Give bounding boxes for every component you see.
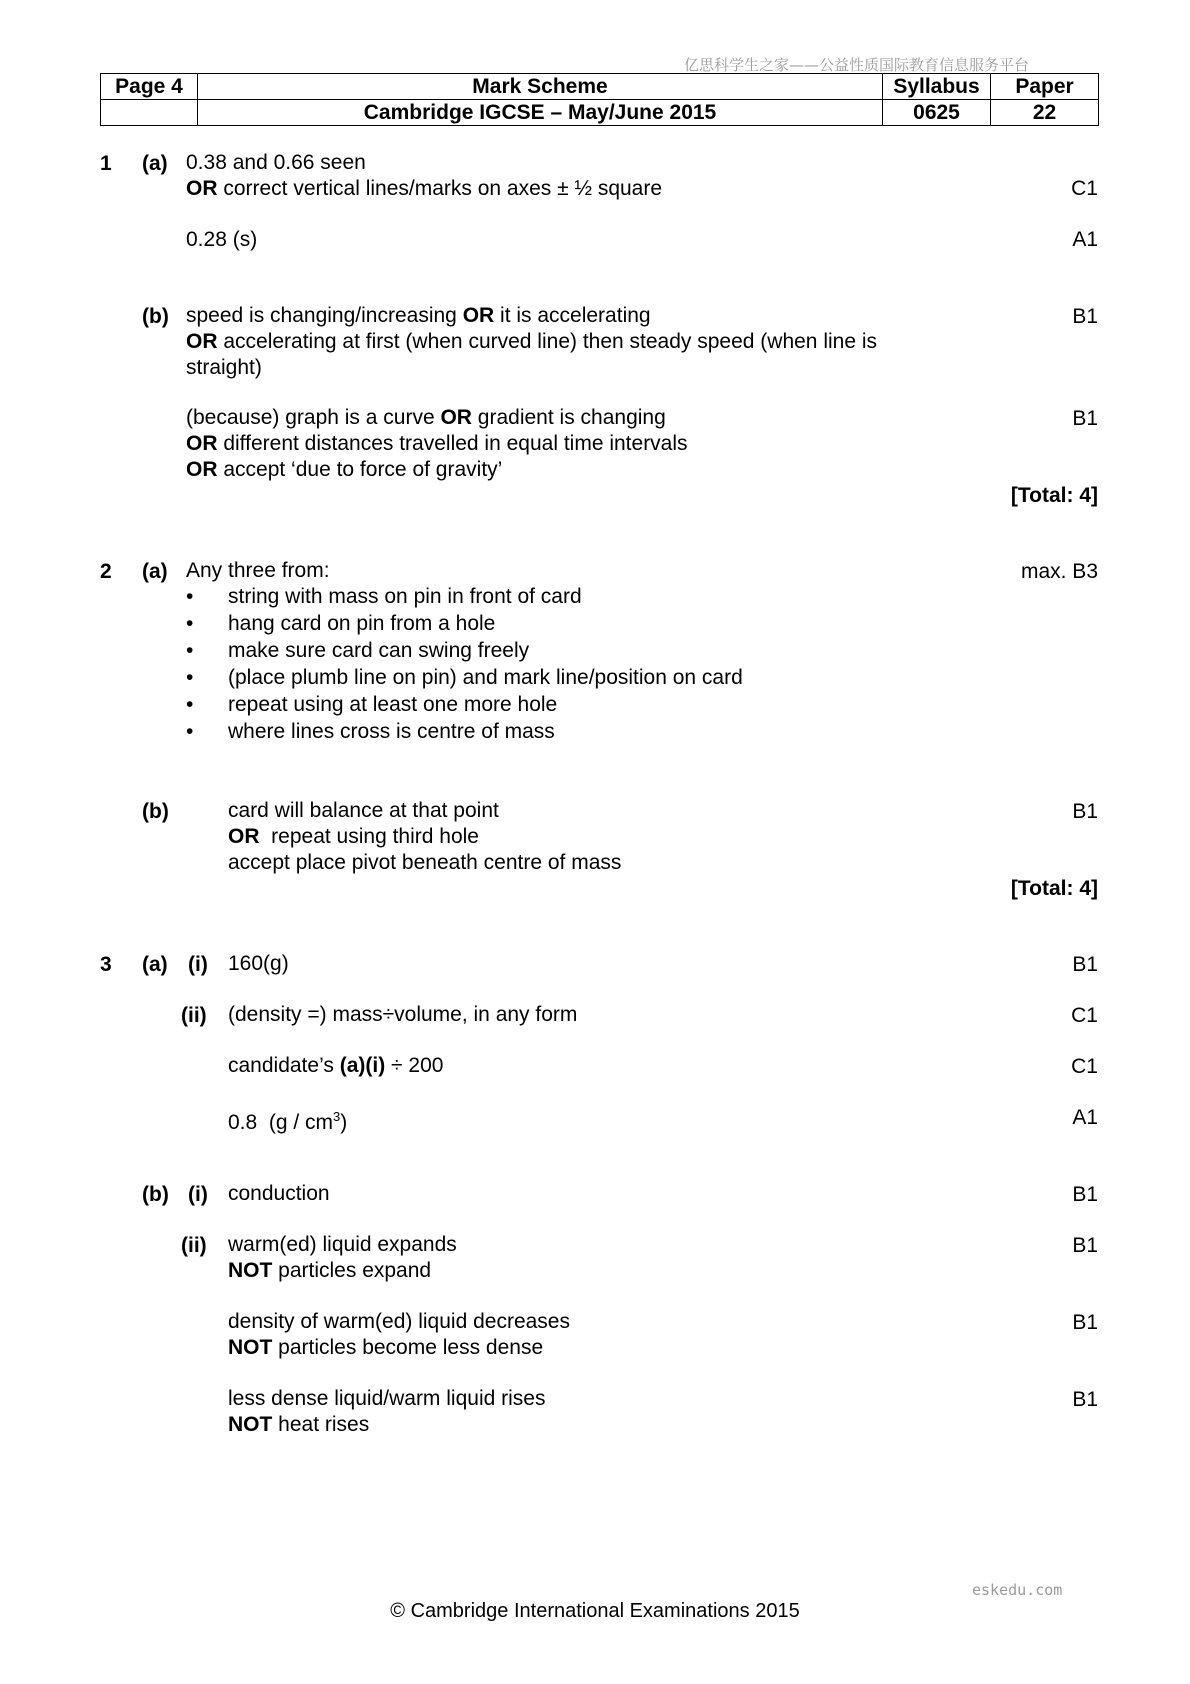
answer-line: conduction — [228, 1182, 330, 1205]
answer-line: accept place pivot beneath centre of mass — [228, 851, 622, 874]
answer-text: repeat using third hole — [259, 825, 479, 848]
answer-text: particles expand — [272, 1259, 432, 1282]
copyright-footer: © Cambridge International Examinations 2015 — [390, 1600, 800, 1622]
mark-allocation: B1 — [1072, 953, 1098, 976]
bullet-icon: • — [186, 666, 194, 689]
syllabus-label: Syllabus — [883, 74, 991, 100]
answer-line — [228, 1335, 543, 1361]
or-keyword: OR — [186, 432, 218, 455]
answer-text: accelerating at first (when curved line) then steady speed (when line is — [217, 330, 878, 353]
answer-line — [186, 329, 877, 355]
part-label: (b) — [142, 1183, 169, 1206]
answer-line: 160(g) — [228, 952, 289, 975]
syllabus-code: 0625 — [883, 100, 991, 126]
answer-text: candidate’s — [228, 1054, 340, 1077]
answer-line: 0.28 (s) — [186, 228, 258, 251]
subpart-label: (ii) — [181, 1234, 207, 1257]
subpart-label: (i) — [188, 953, 208, 976]
answer-line — [186, 431, 688, 457]
subpart-label: (i) — [188, 1183, 208, 1206]
or-keyword: OR — [186, 177, 218, 200]
answer-line — [186, 457, 502, 483]
header-table — [100, 73, 1099, 126]
question-total: [Total: 4] — [1010, 877, 1098, 900]
not-keyword: NOT — [228, 1413, 273, 1436]
answer-text: 0.8 (g / cm — [228, 1111, 334, 1134]
answer-text: heat rises — [272, 1413, 370, 1436]
answer-text: speed is changing/increasing — [186, 304, 463, 327]
part-label: (b) — [142, 305, 169, 328]
answer-line: density of warm(ed) liquid decreases — [228, 1310, 570, 1333]
not-keyword: NOT — [228, 1259, 273, 1282]
part-label: (b) — [142, 800, 169, 823]
answer-text: gradient is changing — [471, 406, 666, 429]
mark-allocation: max. B3 — [1020, 560, 1098, 583]
answer-text: ) — [340, 1111, 348, 1134]
mark-allocation: C1 — [1071, 1055, 1098, 1078]
answer-text: (because) graph is a curve — [186, 406, 441, 429]
not-keyword: NOT — [228, 1336, 273, 1359]
bullet-icon: • — [186, 720, 194, 743]
superscript: 3 — [333, 1109, 341, 1124]
or-keyword: OR — [186, 458, 218, 481]
or-keyword: OR — [440, 406, 472, 429]
watermark-bottom: eskedu.com — [972, 1581, 1063, 1599]
mark-allocation: B1 — [1072, 1234, 1098, 1257]
answer-line: straight) — [186, 356, 262, 379]
answer-text: ÷ 200 — [385, 1054, 444, 1077]
answer-text: it is accelerating — [494, 304, 651, 327]
exam-name: Cambridge IGCSE – May/June 2015 — [198, 100, 883, 126]
answer-line: 0.38 and 0.66 seen — [186, 151, 366, 174]
answer-line: (density =) mass÷volume, in any form — [228, 1003, 578, 1026]
bullet-icon: • — [186, 693, 194, 716]
mark-allocation: B1 — [1072, 1183, 1098, 1206]
mark-allocation: B1 — [1072, 305, 1098, 328]
question-number: 1 — [100, 152, 112, 175]
answer-text: correct vertical lines/marks on axes ± ½ square — [217, 177, 663, 200]
subpart-label: (ii) — [181, 1004, 207, 1027]
mark-allocation: B1 — [1072, 407, 1098, 430]
mark-allocation: C1 — [1071, 177, 1098, 200]
bullet-icon: • — [186, 639, 194, 662]
mark-allocation: A1 — [1072, 1106, 1098, 1129]
answer-line: card will balance at that point — [228, 799, 499, 822]
answer-line — [228, 824, 479, 850]
page-number: Page 4 — [101, 74, 198, 100]
question-number: 3 — [100, 953, 112, 976]
bullet-icon: • — [186, 585, 194, 608]
answer-line — [228, 1258, 431, 1284]
answer-line — [186, 405, 666, 431]
question-total: [Total: 4] — [1010, 484, 1098, 507]
watermark-top: 亿思科学生之家——公益性质国际教育信息服务平台 — [684, 56, 1030, 74]
bullet-item: hang card on pin from a hole — [228, 612, 496, 635]
document-title: Mark Scheme — [198, 74, 883, 100]
answer-line: less dense liquid/warm liquid rises — [228, 1387, 546, 1410]
paper-number: 22 — [991, 100, 1099, 126]
answer-line: warm(ed) liquid expands — [228, 1233, 457, 1256]
reference-bold: (a)(i) — [339, 1054, 386, 1077]
answer-line — [186, 303, 651, 329]
part-label: (a) — [142, 953, 168, 976]
mark-allocation: B1 — [1072, 1388, 1098, 1411]
answer-line — [228, 1104, 347, 1136]
question-number: 2 — [100, 560, 112, 583]
mark-allocation: B1 — [1072, 800, 1098, 823]
bullet-item: make sure card can swing freely — [228, 639, 530, 662]
bullet-item: string with mass on pin in front of card — [228, 585, 582, 608]
bullet-icon: • — [186, 612, 194, 635]
part-label: (a) — [142, 152, 168, 175]
answer-line: Any three from: — [186, 559, 330, 582]
paper-label: Paper — [991, 74, 1099, 100]
bullet-item: where lines cross is centre of mass — [228, 720, 555, 743]
answer-line — [228, 1412, 369, 1438]
answer-line — [186, 176, 662, 202]
answer-line — [228, 1053, 443, 1079]
bullet-item: (place plumb line on pin) and mark line/position on card — [228, 666, 743, 689]
mark-allocation: C1 — [1071, 1004, 1098, 1027]
or-keyword: OR — [186, 330, 218, 353]
answer-text: particles become less dense — [272, 1336, 544, 1359]
mark-allocation: B1 — [1072, 1311, 1098, 1334]
or-keyword: OR — [228, 825, 260, 848]
part-label: (a) — [142, 560, 168, 583]
bullet-item: repeat using at least one more hole — [228, 693, 558, 716]
answer-text: accept ‘due to force of gravity’ — [217, 458, 503, 481]
mark-allocation: A1 — [1072, 228, 1098, 251]
answer-text: different distances travelled in equal time intervals — [217, 432, 688, 455]
or-keyword: OR — [462, 304, 495, 327]
header-empty-cell — [101, 100, 198, 126]
